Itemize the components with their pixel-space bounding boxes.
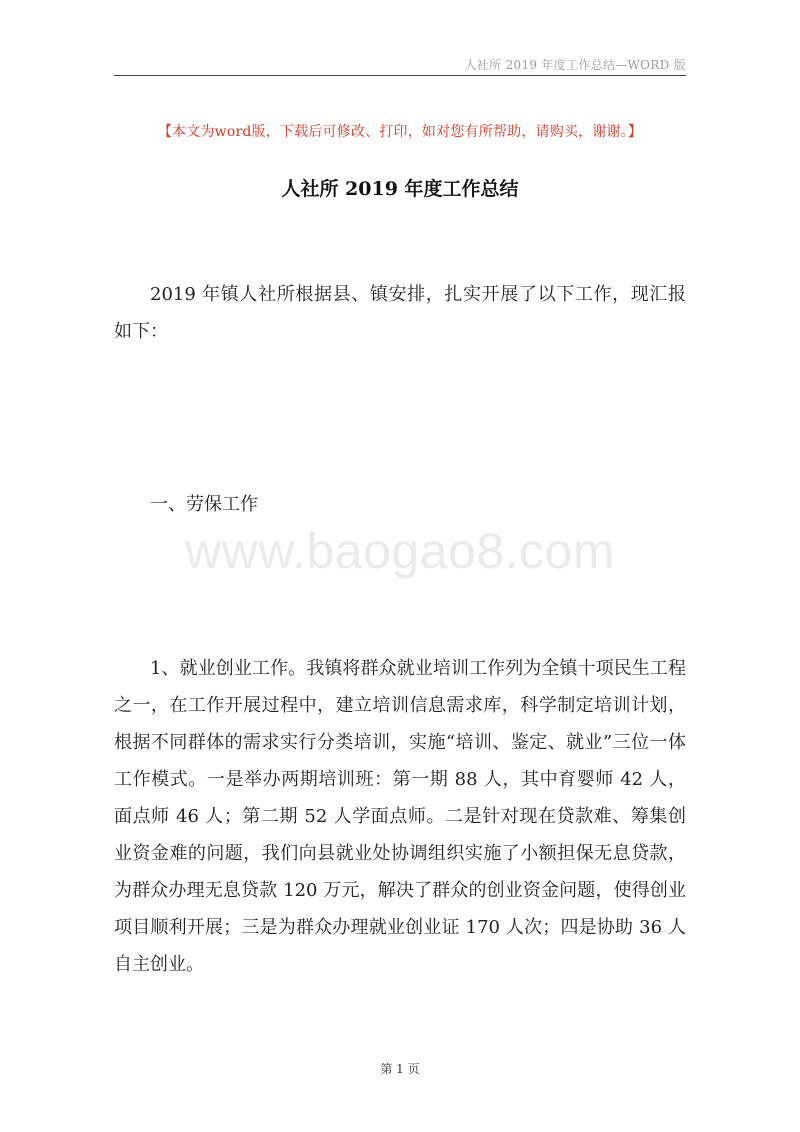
section-heading: 一、劳保工作 (150, 494, 258, 515)
header-divider (114, 75, 686, 76)
body-paragraph-block (114, 650, 686, 983)
intro-block (114, 276, 686, 350)
body-paragraph: 1、就业创业工作。我镇将群众就业培训工作列为全镇十项民生工程之一，在工作开展过程中，建立培训信息需求库，科学制定培训计划，根据不同群体的需求实行分类培训，实施“培训、鉴定、就业”三位一体工作模式。一是举办两期培训班：第一期 88 人，其中育婴师 42 人，面点师 46 人；第二期 52 人学面点师。二是针对现在贷款难、筹集创业资金难的问题，我们向县就业处协调组织实施了小额担保无息贷款，为群众办理无息贷款 120 万元，解决了群众的创业资金问题，使得创业项目顺利开展；三是为群众办理就业创业证 170 人次；四是协助 36 人自主创业。 (114, 658, 686, 975)
purchase-notice: 【本文为word版，下载后可修改、打印，如对您有所帮助，请购买，谢谢。】 (157, 124, 643, 140)
page-number: 第 1 页 (380, 1062, 420, 1076)
watermark-text: www.baogao8.com (185, 523, 615, 579)
intro-paragraph: 2019 年镇人社所根据县、镇安排，扎实开展了以下工作，现汇报如下： (114, 284, 686, 342)
document-title: 人社所 2019 年度工作总结 (281, 178, 519, 200)
section-heading-block (114, 486, 686, 523)
running-header: 人社所 2019 年度工作总结—WORD 版 (464, 58, 686, 72)
